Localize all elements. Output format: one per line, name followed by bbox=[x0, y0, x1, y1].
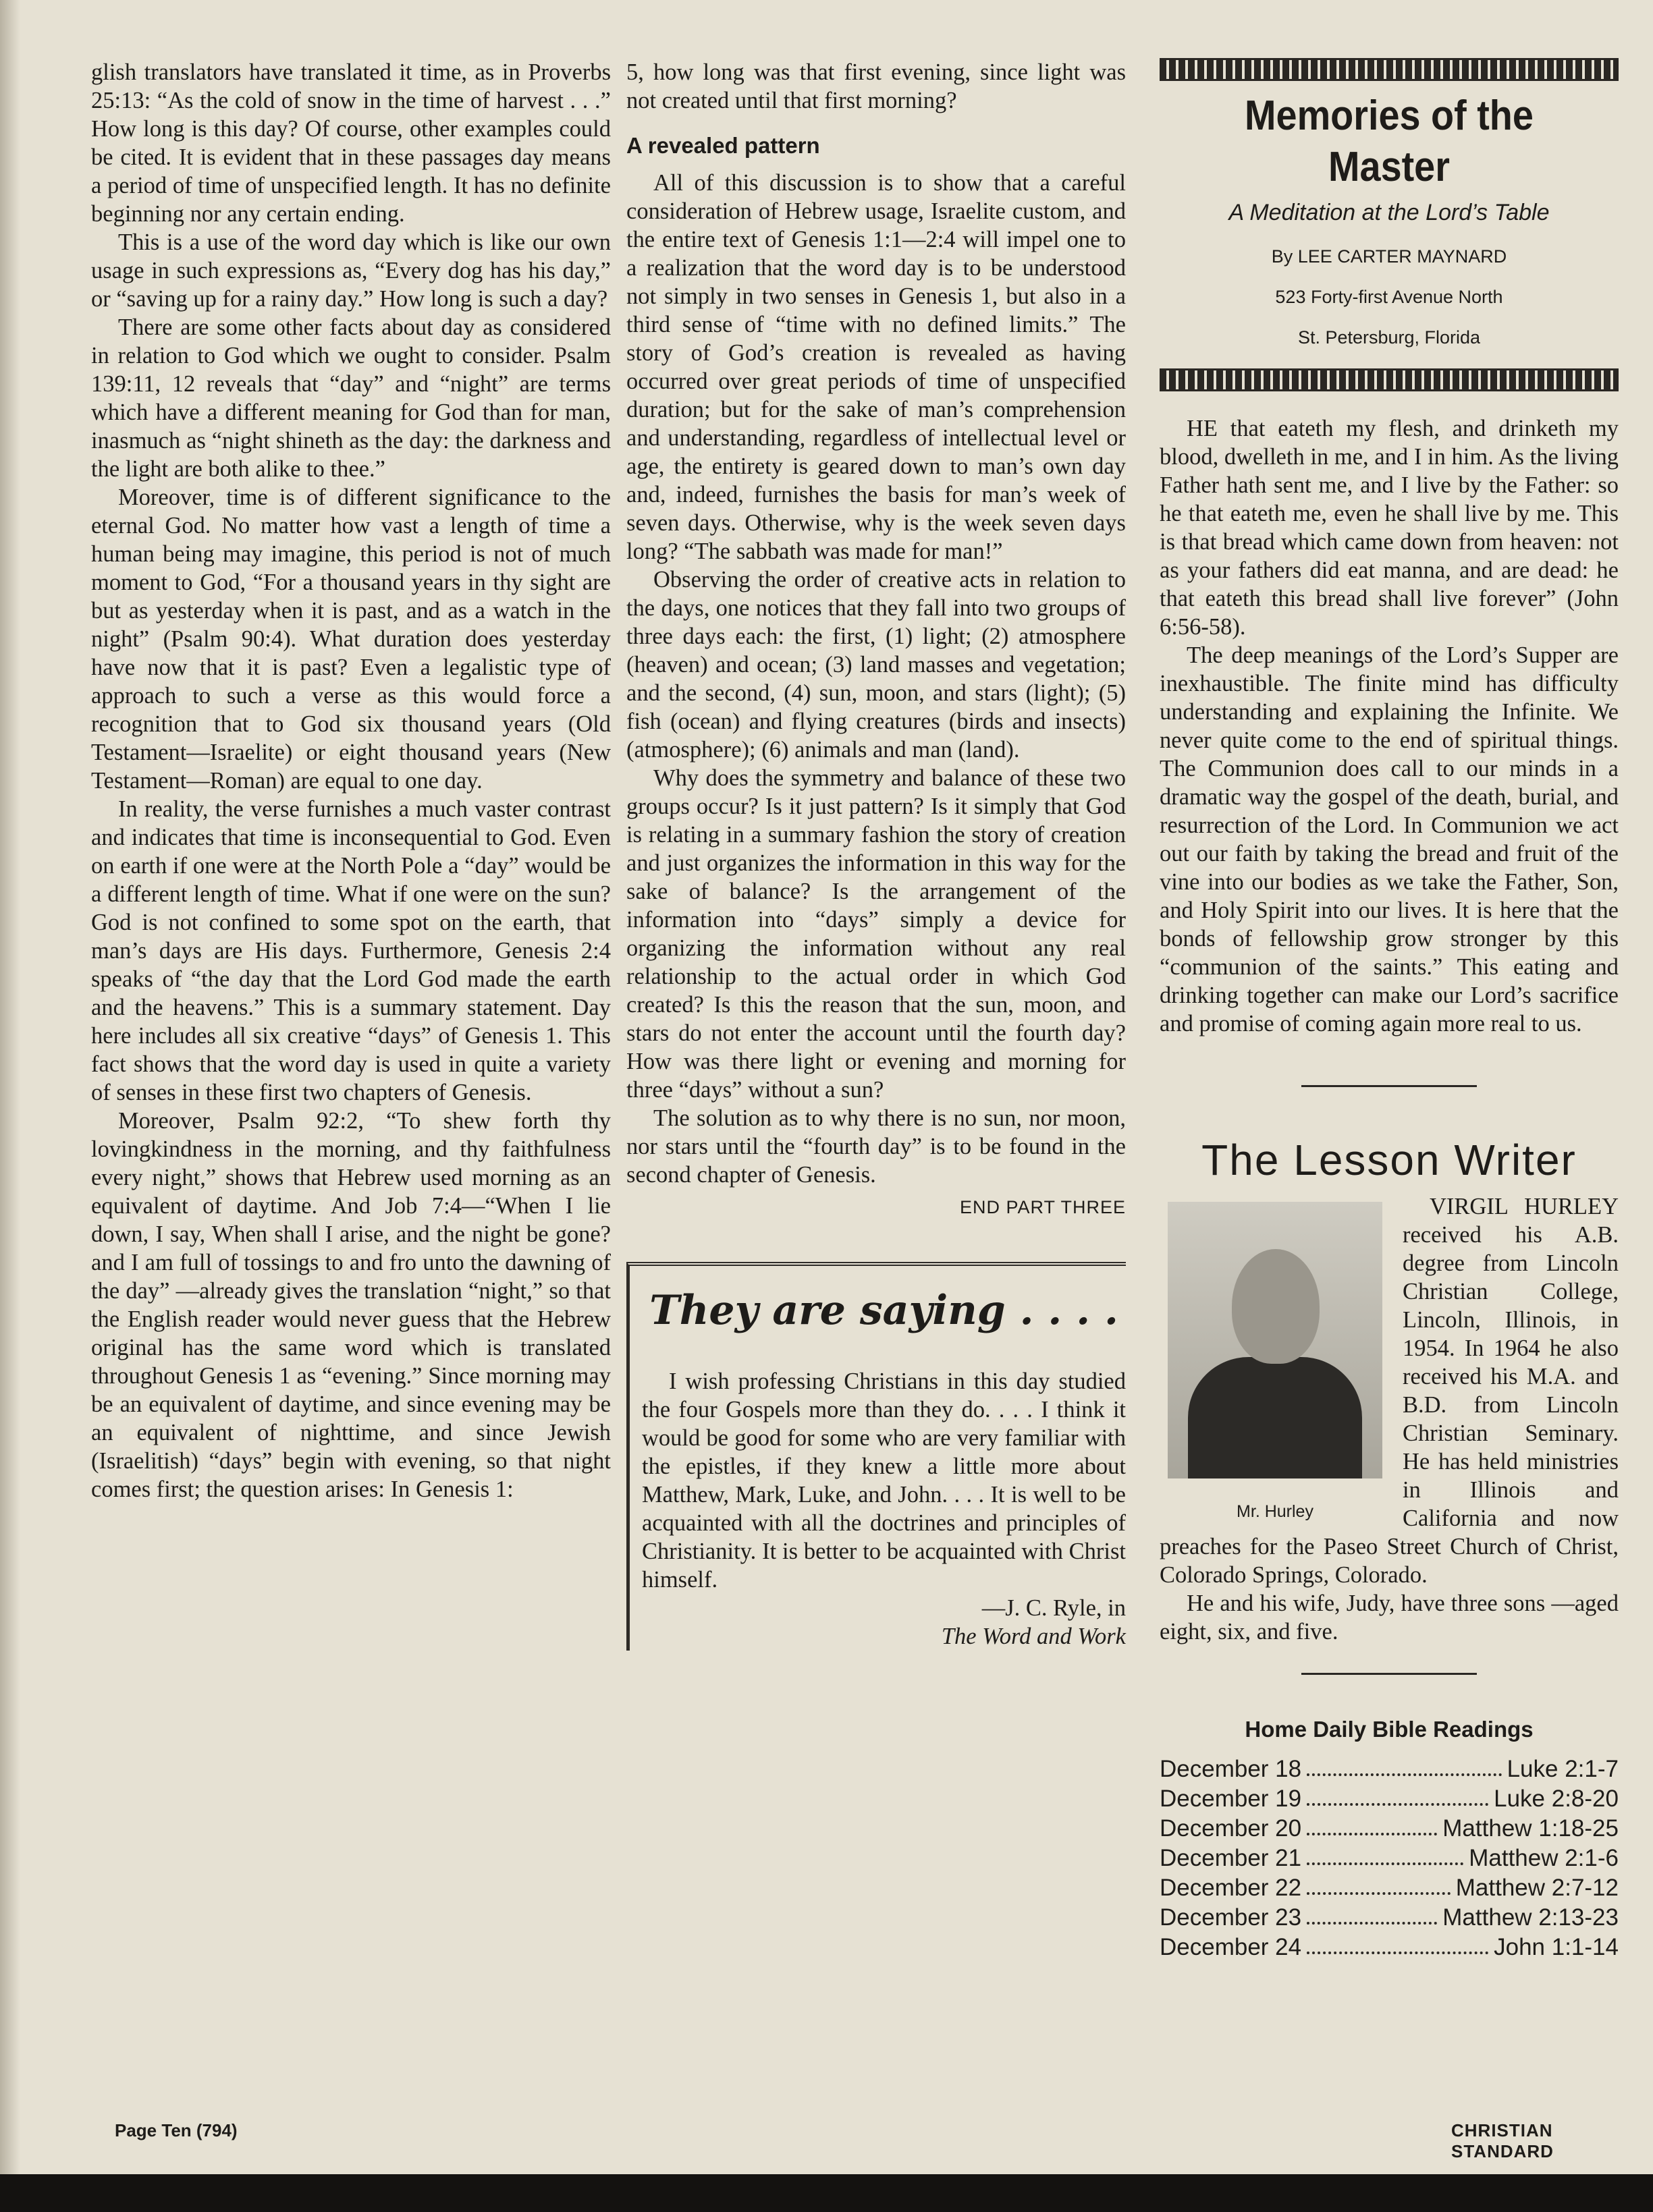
paragraph: Why does the symmetry and balance of these two groups occur? Is it just pattern? Is it simply that God is relating in a summary fashion the story of creation and just organizes the information in this way for the sake of balance? Is the arrangement of the information into “days” simply a device for organizing the information without any real relationship to the actual order in which God created? Is this the reason that the sun, moon, and stars do not enter the account until the fourth day? How was there light or evening and morning for three “days” without a sun? bbox=[626, 765, 1126, 1103]
reading-date: December 24 bbox=[1160, 1934, 1302, 1960]
memories-title: Memories of the Master bbox=[1245, 92, 1534, 190]
sidebar-column bbox=[1160, 58, 1619, 1962]
author-bio: VIRGIL HURLEY received his A.B. degree from Lincoln Christian College, Lincoln, Illinois, in 1954. In 1964 he also received his M.A. and B.D. from Lincoln Christian Seminary. He has held ministries in Illinois and California and now preaches for the Paseo Street Church of Christ, Colorado Springs, Colorado. bbox=[1160, 1194, 1619, 1588]
section-divider bbox=[1301, 1673, 1477, 1675]
quote-box bbox=[626, 1262, 1126, 1651]
paragraph: There are some other facts about day as considered in relation to God which we ought to consider. Psalm 139:11, 12 reveals that “day” and “night” are terms which have a different meaning for God than for man, inasmuch as “night shineth as the day: the darkness and the light are both alike to thee.” bbox=[91, 314, 611, 482]
dot-leader bbox=[1307, 1903, 1437, 1925]
reading-date: December 18 bbox=[1160, 1756, 1302, 1782]
dot-leader bbox=[1307, 1784, 1488, 1806]
reading-row bbox=[1160, 1754, 1619, 1784]
publication-name: CHRISTIAN STANDARD bbox=[1451, 2120, 1554, 2161]
dot-leader bbox=[1307, 1933, 1488, 1954]
paragraph: Observing the order of creative acts in relation to the days, one notices that they fall into two groups of three days each: the first, (1) light; (2) atmosphere (heaven) and ocean; (3) land masses and vegetation; and the second, (4) sun, moon, and stars (light); (5) fish (ocean) and flying creatures (birds and insects) (atmosphere); (6) animals and man (land). bbox=[626, 567, 1126, 763]
page-number: Page Ten (794) bbox=[115, 2120, 238, 2140]
reading-row bbox=[1160, 1903, 1619, 1933]
photo-head-shape bbox=[1232, 1249, 1320, 1364]
paragraph: Moreover, Psalm 92:2, “To shew forth thy lovingkindness in the morning, and thy faithfulness every night,” shows that Hebrew used morning as an equivalent of daytime. And Job 7:4—“When I lie down, I say, When shall I arise, and the night be gone? and I am full of tossings to and fro unto the dawning of the day” —already gives the translation “night,” so that the English reader would never guess that the Hebrew original has the same word which is translated throughout Genesis 1 as “evening.” Since morning may be an equivalent of daytime, and since evening may be an equivalent of nighttime, and since Jewish (Israelitish) “days” begin with evening, so that night comes first; the question arises: In Genesis 1: bbox=[91, 1108, 611, 1502]
reading-row bbox=[1160, 1814, 1619, 1844]
readings-title: Home Daily Bible Readings bbox=[1245, 1717, 1534, 1742]
reading-row bbox=[1160, 1873, 1619, 1903]
section-divider bbox=[1301, 1085, 1477, 1087]
memories-byline: By LEE CARTER MAYNARD bbox=[1271, 246, 1507, 267]
reading-date: December 22 bbox=[1160, 1875, 1302, 1901]
paragraph: This is a use of the word day which is like our own usage in such expressions as, “Every dog has his day,” or “saving up for a rainy day.” How long is such a day? bbox=[91, 229, 611, 312]
dot-leader bbox=[1307, 1814, 1437, 1835]
lesson-writer-body bbox=[1160, 1192, 1619, 1646]
author-family: He and his wife, Judy, have three sons —aged eight, six, and five. bbox=[1160, 1591, 1619, 1644]
page-edge-shadow bbox=[0, 0, 20, 2212]
quote-attribution-name: —J. C. Ryle, in bbox=[981, 1595, 1126, 1621]
dot-leader bbox=[1307, 1844, 1463, 1865]
paragraph: Moreover, time is of different significance to the eternal God. No matter how vast a length of time a human being may imagine, this period is not of much moment to God, “For a thousand years in thy sight are but as yesterday when it is past, and as a watch in the night” (Psalm 90:4). What duration does yesterday have now that it is past? Even a legalistic type of approach to such a verse as this would force a recognition that to God six thousand years (Old Testament—Israelite) or eight thousand years (New Testament—Roman) are equal to one day. bbox=[91, 485, 611, 794]
article-column-2 bbox=[626, 58, 1126, 1651]
dot-leader bbox=[1307, 1754, 1501, 1776]
readings-list bbox=[1160, 1754, 1619, 1962]
article-column-1 bbox=[91, 58, 611, 1503]
paragraph: 5, how long was that first evening, since light was not created until that first morning? bbox=[626, 59, 1126, 113]
paragraph: HE that eateth my flesh, and drinketh my blood, dwelleth in me, and I in him. As the living Father hath sent me, and I live by the Father: so he that eateth me, even he shall live by me. This is that bread which came down from heaven: not as your fathers did eat manna, and are dead: he that eateth this bread shall live forever” (John 6:56-58). bbox=[1160, 416, 1619, 640]
paragraph: glish translators have translated it time, as in Proverbs 25:13: “As the cold of snow in the time of harvest . . .” How long is this day? Of course, other examples could be cited. It is evident that in these passages day means a period of time of unspecified length. It has no definite beginning nor any certain ending. bbox=[91, 59, 611, 227]
author-photo-block bbox=[1168, 1202, 1382, 1526]
reading-row bbox=[1160, 1784, 1619, 1814]
reading-ref: John 1:1-14 bbox=[1494, 1934, 1619, 1960]
quote-box-title: They are saying . . . . bbox=[649, 1287, 1118, 1334]
reading-ref: Luke 2:1-7 bbox=[1507, 1756, 1619, 1782]
reading-ref: Matthew 2:7-12 bbox=[1455, 1875, 1619, 1901]
quote-attribution-work: The Word and Work bbox=[941, 1624, 1126, 1649]
paragraph: The solution as to why there is no sun, nor moon, nor stars until the “fourth day” is to be found in the second chapter of Genesis. bbox=[626, 1105, 1126, 1188]
quote-text: I wish professing Christians in this day studied the four Gospels more than they do. . . . I think it would be good for some who are very familiar with the epistles, if they knew a little more about Matthew, Mark, Luke, and John. . . . It is well to be acquainted with all the doctrines and principles of Christianity. It is better to be acquainted with Christ himself. bbox=[642, 1368, 1126, 1593]
author-photo bbox=[1168, 1202, 1382, 1478]
paragraph: All of this discussion is to show that a careful consideration of Hebrew usage, Israelite custom, and the entire text of Genesis 1:1—2:4 will impel one to a realization that the word day is to be understood not simply in two senses in Genesis 1, but also in a third sense of “time with no defined limits.” The story of God’s creation is revealed as having occurred over great periods of time of unspecified duration; but for the sake of man’s comprehension and understanding, regardless of intellectual level or age, the entirety is geared down to man’s own day and, indeed, furnishes the basis for man’s week of seven days. Otherwise, why is the week seven days long? “The sabbath was made for man!” bbox=[626, 170, 1126, 564]
dot-leader bbox=[1307, 1873, 1451, 1895]
reading-date: December 20 bbox=[1160, 1815, 1302, 1842]
lesson-writer-title: The Lesson Writer bbox=[1201, 1136, 1577, 1184]
memories-subtitle: A Meditation at the Lord’s Table bbox=[1228, 200, 1550, 225]
reading-date: December 21 bbox=[1160, 1845, 1302, 1871]
reading-date: December 19 bbox=[1160, 1786, 1302, 1812]
reading-ref: Matthew 2:1-6 bbox=[1469, 1845, 1619, 1871]
end-part-label: END PART THREE bbox=[959, 1197, 1126, 1217]
memories-address-line-2: St. Petersburg, Florida bbox=[1297, 327, 1481, 348]
quote-box-body bbox=[642, 1367, 1126, 1651]
photo-caption: Mr. Hurley bbox=[1237, 1502, 1313, 1521]
decorative-border-bottom bbox=[1160, 368, 1619, 391]
photo-suit-shape bbox=[1188, 1357, 1362, 1478]
memories-body bbox=[1160, 414, 1619, 1038]
section-subhead: A revealed pattern bbox=[626, 133, 820, 158]
reading-row bbox=[1160, 1844, 1619, 1873]
paragraph: The deep meanings of the Lord’s Supper are inexhaustible. The finite mind has difficulty understanding and explaining the Infinite. We never quite come to the end of spiritual things. The Communion does call to our minds in a dramatic way the gospel of the death, burial, and resurrection of the Lord. In Communion we act out our faith by taking the bread and fruit of the vine into our bodies as we take the Father, Son, and Holy Spirit into our lives. It is here that the bonds of fellowship grow stronger by this “communion of the saints.” This eating and drinking together can make our Lord’s sacrifice and promise of coming again more real to us. bbox=[1160, 642, 1619, 1036]
reading-ref: Luke 2:8-20 bbox=[1494, 1786, 1619, 1812]
reading-row bbox=[1160, 1933, 1619, 1962]
reading-ref: Matthew 2:13-23 bbox=[1442, 1904, 1619, 1931]
reading-ref: Matthew 1:18-25 bbox=[1442, 1815, 1619, 1842]
memories-address-line-1: 523 Forty-first Avenue North bbox=[1275, 287, 1503, 307]
reading-date: December 23 bbox=[1160, 1904, 1302, 1931]
decorative-border-top bbox=[1160, 58, 1619, 81]
scan-bottom-edge bbox=[0, 2174, 1653, 2212]
paragraph: In reality, the verse furnishes a much vaster contrast and indicates that time is inconsequential to God. Even on earth if one were at the North Pole a “day” would be a different length of time. What if one were on the sun? God is not confined to some spot on the earth, that man’s days are His days. Furthermore, Genesis 2:4 speaks of “the day that the Lord God made the earth and the heavens.” This is a summary statement. Day here includes all six creative “days” of Genesis 1. This fact shows that the word day is used in quite a variety of senses in these first two chapters of Genesis. bbox=[91, 796, 611, 1105]
